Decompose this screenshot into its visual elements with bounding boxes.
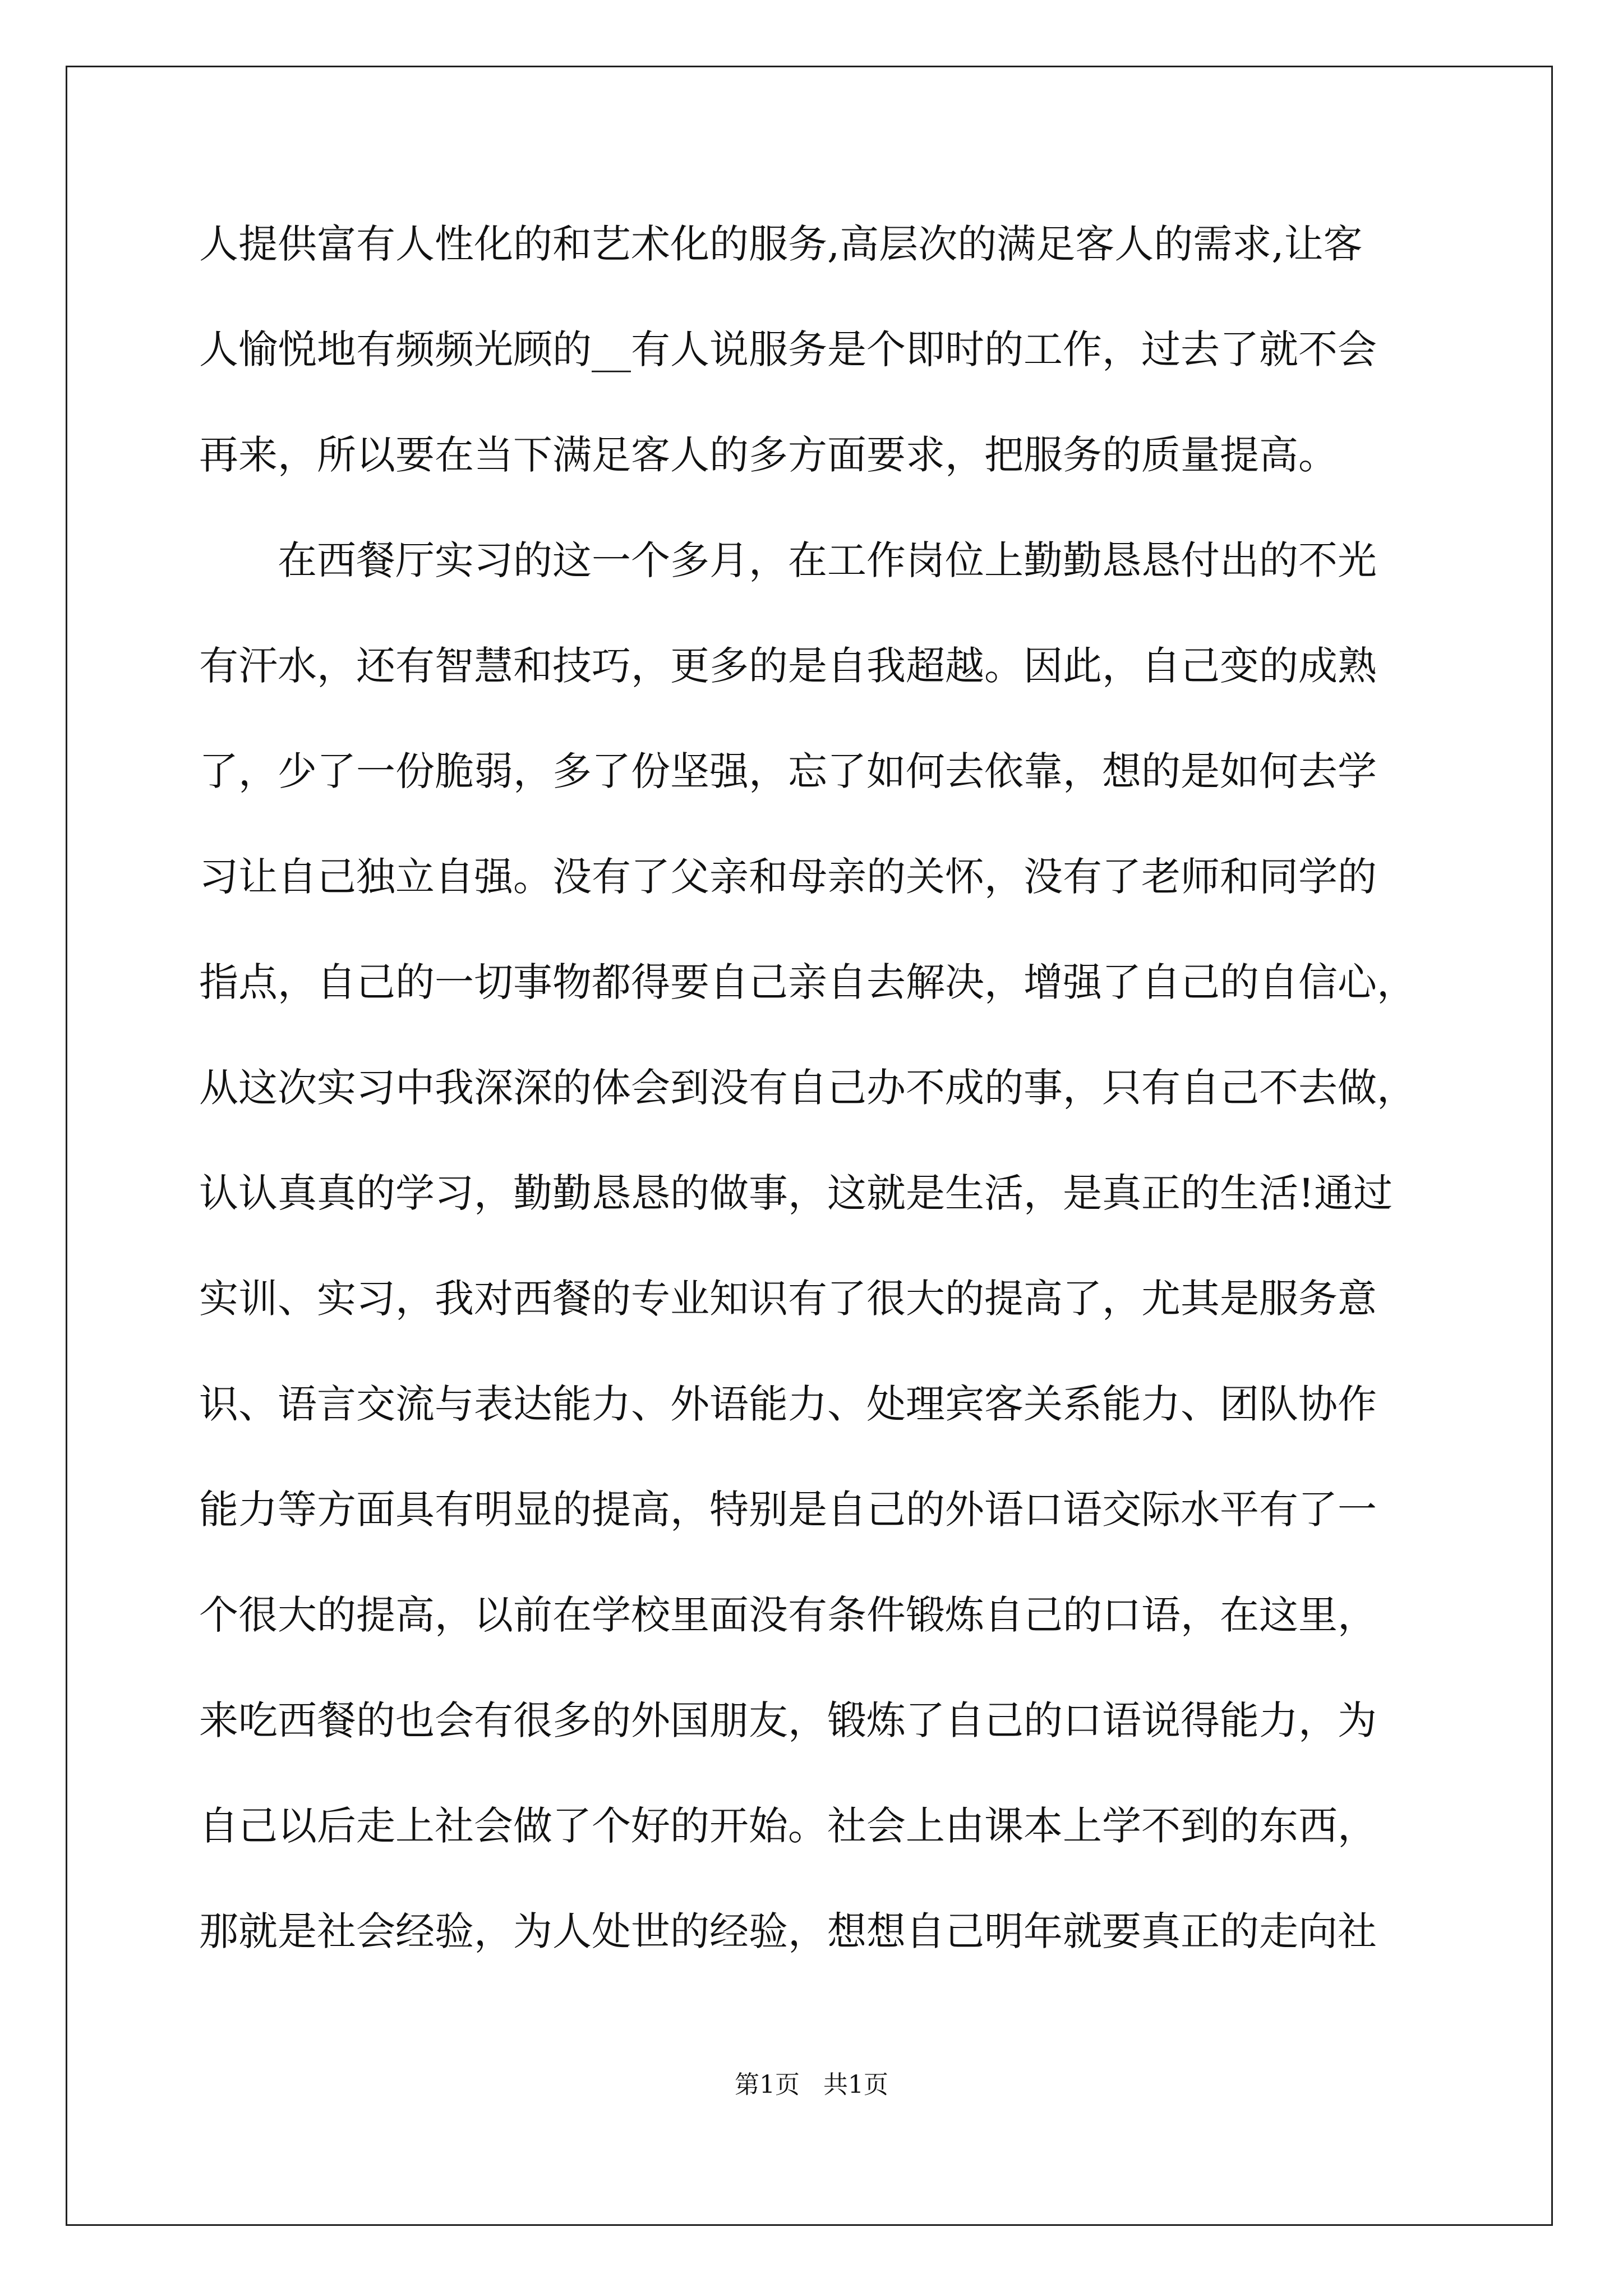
document-body xyxy=(199,213,1427,2006)
page-footer: 第1页 共1页 xyxy=(735,2070,888,2099)
text-line: 人提供富有人性化的和艺术化的服务,高层次的满足客人的需求,让客 xyxy=(199,221,1363,267)
text-line: 了，少了一份脆弱，多了份坚强，忘了如何去依靠，想的是如何去学 xyxy=(199,748,1377,794)
text-line: 有汗水，还有智慧和技巧，更多的是自我超越。因此，自己变的成熟 xyxy=(199,643,1377,689)
text-line: 指点，自己的一切事物都得要自己亲自去解决，增强了自己的自信心， xyxy=(199,959,1416,1005)
text-line: 习让自己独立自强。没有了父亲和母亲的关怀，没有了老师和同学的 xyxy=(199,854,1377,900)
text-line: 识、语言交流与表达能力、外语能力、处理宾客关系能力、团队协作 xyxy=(199,1381,1377,1427)
text-line: 那就是社会经验，为人处世的经验，想想自己明年就要真正的走向社 xyxy=(199,1908,1377,1954)
text-line: 能力等方面具有明显的提高，特别是自己的外语口语交际水平有了一 xyxy=(199,1487,1377,1533)
text-line: 人愉悦地有频频光顾的__有人说服务是个即时的工作，过去了就不会 xyxy=(199,326,1377,372)
text-line: 再来，所以要在当下满足客人的多方面要求，把服务的质量提高。 xyxy=(199,432,1338,478)
text-line: 认认真真的学习，勤勤恳恳的做事，这就是生活，是真正的生活!通过 xyxy=(199,1170,1393,1216)
text-line: 来吃西餐的也会有很多的外国朋友，锻炼了自己的口语说得能力，为 xyxy=(199,1697,1377,1743)
text-line: 实训、实习，我对西餐的专业知识有了很大的提高了，尤其是服务意 xyxy=(199,1276,1377,1322)
text-line: 自己以后走上社会做了个好的开始。社会上由课本上学不到的东西， xyxy=(199,1803,1377,1849)
text-line: 从这次实习中我深深的体会到没有自己办不成的事，只有自己不去做， xyxy=(199,1065,1416,1111)
text-line: 个很大的提高，以前在学校里面没有条件锻炼自己的口语，在这里， xyxy=(199,1592,1377,1638)
text-line: 在西餐厅实习的这一个多月，在工作岗位上勤勤恳恳付出的不光 xyxy=(278,537,1377,583)
